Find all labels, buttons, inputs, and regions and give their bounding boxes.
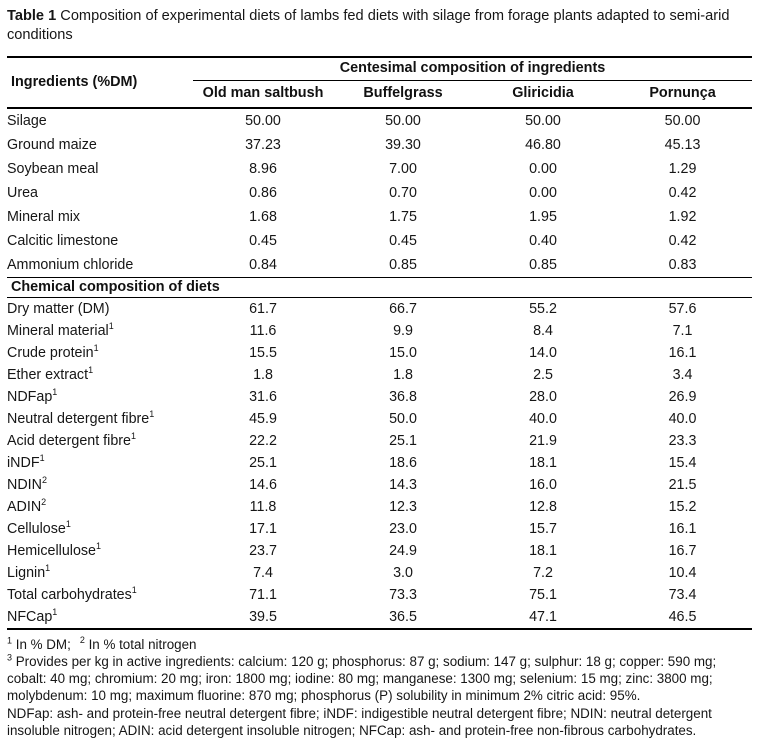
table-row <box>7 518 752 540</box>
cell-value: 73.4 <box>668 586 697 603</box>
cell-value: 15.7 <box>529 520 557 537</box>
row-label: Hemicellulose$^1$ <box>7 541 102 559</box>
cell-value: 36.8 <box>389 388 417 405</box>
cell-value: 22.2 <box>249 432 277 449</box>
footnote-marker: 1 <box>65 519 71 530</box>
footnote-marker: 1 <box>108 321 114 332</box>
cell-value: 14.6 <box>249 476 277 493</box>
footnote-marker: 1 <box>131 585 137 596</box>
cell-value: 26.9 <box>668 388 697 405</box>
cell-value: 46.5 <box>613 606 752 629</box>
cell-value: 18.1 <box>529 542 557 559</box>
row-label: Mineral mix <box>7 208 81 225</box>
ingredients-section <box>7 108 752 278</box>
cell-value: 45.13 <box>664 136 701 153</box>
cell-value: 1.92 <box>668 208 697 225</box>
footnote-2-marker: 2 <box>79 635 85 646</box>
cell-value: 61.7 <box>249 300 277 317</box>
cell-value: 50.00 <box>664 112 701 129</box>
table-row <box>7 386 752 408</box>
section-header-chemical-composition: Chemical composition of diets <box>7 277 752 297</box>
cell-value: 3.4 <box>672 366 693 383</box>
diet-composition-table <box>7 56 752 630</box>
cell-value: 73.3 <box>389 586 417 603</box>
row-label: NDIN$^2$ <box>7 475 47 493</box>
cell-value: 23.3 <box>668 432 697 449</box>
footnote-marker: 1 <box>52 607 58 618</box>
row-label: NFCap$^1$ <box>7 606 193 629</box>
cell-value: 66.7 <box>389 300 417 317</box>
cell-value: 39.5 <box>193 606 333 629</box>
row-label: Calcitic limestone <box>7 232 119 249</box>
cell-value: 16.0 <box>529 476 557 493</box>
table-row <box>7 205 752 229</box>
cell-value: 15.4 <box>668 454 697 471</box>
row-label: Silage <box>7 112 47 129</box>
cell-value: 50.00 <box>385 112 421 129</box>
footnote-marker: 1 <box>93 343 99 354</box>
footnote-marker: 2 <box>41 497 47 508</box>
col-header-old-man-saltbush: Old man saltbush <box>193 80 333 108</box>
cell-value: 31.6 <box>249 388 277 405</box>
cell-value: 11.8 <box>249 498 277 515</box>
cell-value: 47.1 <box>473 606 613 629</box>
cell-value: 36.5 <box>333 606 473 629</box>
table-row <box>7 320 752 342</box>
cell-value: 3.0 <box>393 564 413 581</box>
row-label: Crude protein$^1$ <box>7 343 99 361</box>
cell-value: 11.6 <box>249 322 277 339</box>
row-label: Neutral detergent fibre$^1$ <box>7 409 155 427</box>
cell-value: 0.84 <box>249 256 277 273</box>
cell-value: 7.4 <box>253 564 273 581</box>
cell-value: 7.1 <box>672 322 693 339</box>
table-row <box>7 229 752 253</box>
row-label: Cellulose$^1$ <box>7 519 71 537</box>
row-label: Lignin$^1$ <box>7 563 51 581</box>
table-row <box>7 181 752 205</box>
cell-value: 9.9 <box>393 322 413 339</box>
table-row <box>7 253 752 278</box>
table-row <box>7 606 752 629</box>
cell-value: 57.6 <box>668 300 697 317</box>
cell-value: 71.1 <box>249 586 277 603</box>
cell-value: 12.8 <box>529 498 557 515</box>
cell-value: 1.8 <box>393 366 413 383</box>
row-label: NDFap$^1$ <box>7 387 58 405</box>
row-label: Urea <box>7 184 38 201</box>
footnote-3: $^3$ Provides per kg in active ingredients: calcium: 120 g; phosphorus: 87 g; sodium: 147 g; sulphur: 18 g; copper: 590 mg; cobalt: 40 mg; chromium: 20 mg; iron: 1800 mg; iodine: 80 mg; manganese: 1300 mg; selenium: 15 mg; zinc: 3800 mg; molybdenum: 10 mg; maximum fluorine: 870 mg; phosphorus (P) solubility in minimum 2% citric acid: 95%. <box>7 652 717 704</box>
footnote-marker: 1 <box>52 387 58 398</box>
table-row <box>7 342 752 364</box>
cell-value: 8.96 <box>249 160 277 177</box>
cell-value: 14.3 <box>389 476 417 493</box>
table-row <box>7 452 752 474</box>
table-row <box>7 562 752 584</box>
footnote-abbreviations: NDFap: ash- and protein-free neutral detergent fibre; iNDF: indigestible neutral detergent fibre; NDIN: neutral detergent insoluble nitrogen; ADIN: acid detergent insoluble nitrogen; NFCap: ash- and protein-free non-fibrous carbohydrates. <box>7 705 712 738</box>
cell-value: 55.2 <box>529 300 557 317</box>
cell-value: 25.1 <box>389 432 417 449</box>
footnote-marker: 1 <box>39 453 45 464</box>
cell-value: 0.70 <box>389 184 417 201</box>
cell-value: 40.0 <box>668 410 697 427</box>
table-header <box>7 57 752 108</box>
table-row <box>7 364 752 386</box>
section-header-row <box>7 277 752 297</box>
cell-value: 0.40 <box>529 232 557 249</box>
table-row <box>7 430 752 452</box>
cell-value: 0.85 <box>389 256 417 273</box>
cell-value: 1.75 <box>389 208 417 225</box>
cell-value: 1.8 <box>253 366 273 383</box>
cell-value: 24.9 <box>389 542 417 559</box>
cell-value: 0.45 <box>249 232 277 249</box>
cell-value: 8.4 <box>533 322 553 339</box>
cell-value: 50.0 <box>389 410 417 427</box>
cell-value: 15.5 <box>249 344 277 361</box>
col-header-buffelgrass: Buffelgrass <box>333 80 473 108</box>
col-header-pornunca: Pornunça <box>613 80 752 108</box>
row-label: Total carbohydrates$^1$ <box>7 585 137 603</box>
cell-value: 14.0 <box>529 344 557 361</box>
table-row <box>7 157 752 181</box>
group-header-row <box>7 57 752 81</box>
footnote-marker: 2 <box>41 475 47 486</box>
table-number: Table 1 <box>7 8 57 24</box>
cell-value: 28.0 <box>529 388 557 405</box>
cell-value: 25.1 <box>249 454 277 471</box>
cell-value: 75.1 <box>529 586 557 603</box>
footnote-marker: 1 <box>88 365 94 376</box>
cell-value: 10.4 <box>668 564 697 581</box>
cell-value: 50.00 <box>245 112 281 129</box>
cell-value: 16.7 <box>668 542 697 559</box>
row-label: Acid detergent fibre$^1$ <box>7 431 136 449</box>
cell-value: 17.1 <box>249 520 277 537</box>
cell-value: 0.83 <box>668 256 697 273</box>
row-label: Ammonium chloride <box>7 256 134 273</box>
cell-value: 39.30 <box>385 136 421 153</box>
cell-value: 0.45 <box>389 232 417 249</box>
footnote-3-marker: 3 <box>7 652 13 663</box>
col-group-header: Centesimal composition of ingredients <box>193 57 752 81</box>
chemical-composition-section <box>7 297 752 629</box>
cell-value: 46.80 <box>525 136 561 153</box>
footnote-marker: 1 <box>96 541 102 552</box>
cell-value: 21.5 <box>668 476 697 493</box>
table-row <box>7 474 752 496</box>
table-caption <box>7 7 752 46</box>
footnotes <box>7 630 755 739</box>
col-header-ingredients: Ingredients (%DM) <box>7 57 193 108</box>
table-row <box>7 297 752 320</box>
cell-value: 1.29 <box>668 160 697 177</box>
cell-value: 23.7 <box>249 542 277 559</box>
cell-value: 0.00 <box>529 160 557 177</box>
row-label: Dry matter (DM) <box>7 300 110 317</box>
row-label: ADIN$^2$ <box>7 497 47 515</box>
caption-text: Composition of experimental diets of lambs fed diets with silage from forage plants adapted to semi-arid conditions <box>7 8 730 44</box>
row-label: Ground maize <box>7 136 97 153</box>
footnote-marker: 1 <box>130 431 136 442</box>
table-row <box>7 584 752 606</box>
cell-value: 15.0 <box>389 344 417 361</box>
row-label: Mineral material$^1$ <box>7 321 114 339</box>
cell-value: 2.5 <box>533 366 553 383</box>
cell-value: 16.1 <box>668 520 697 537</box>
cell-value: 0.42 <box>668 184 697 201</box>
cell-value: 40.0 <box>529 410 557 427</box>
cell-value: 12.3 <box>389 498 417 515</box>
footnote-marker: 1 <box>45 563 51 574</box>
section-divider <box>7 277 752 297</box>
row-label: iNDF$^1$ <box>7 453 45 471</box>
footnote-1-2: $^1$ In % DM; $^2$ In % total nitrogen <box>7 635 197 652</box>
row-label: Soybean meal <box>7 160 99 177</box>
cell-value: 0.42 <box>668 232 697 249</box>
col-header-gliricidia: Gliricidia <box>473 80 613 108</box>
cell-value: 16.1 <box>668 344 697 361</box>
table-row <box>7 540 752 562</box>
cell-value: 50.00 <box>525 112 561 129</box>
cell-value: 7.00 <box>389 160 417 177</box>
cell-value: 15.2 <box>668 498 697 515</box>
row-label: Ether extract$^1$ <box>7 365 94 383</box>
table-row <box>7 408 752 430</box>
cell-value: 0.86 <box>249 184 277 201</box>
footnote-1-marker: 1 <box>7 635 13 646</box>
cell-value: 1.95 <box>529 208 557 225</box>
cell-value: 45.9 <box>249 410 277 427</box>
table-row <box>7 496 752 518</box>
cell-value: 7.2 <box>533 564 553 581</box>
cell-value: 18.1 <box>529 454 557 471</box>
cell-value: 0.00 <box>529 184 557 201</box>
cell-value: 18.6 <box>389 454 417 471</box>
cell-value: 23.0 <box>389 520 417 537</box>
table-row <box>7 108 752 133</box>
cell-value: 37.23 <box>245 136 281 153</box>
cell-value: 1.68 <box>249 208 277 225</box>
table-row <box>7 133 752 157</box>
cell-value: 21.9 <box>529 432 557 449</box>
footnote-marker: 1 <box>149 409 155 420</box>
cell-value: 0.85 <box>529 256 557 273</box>
